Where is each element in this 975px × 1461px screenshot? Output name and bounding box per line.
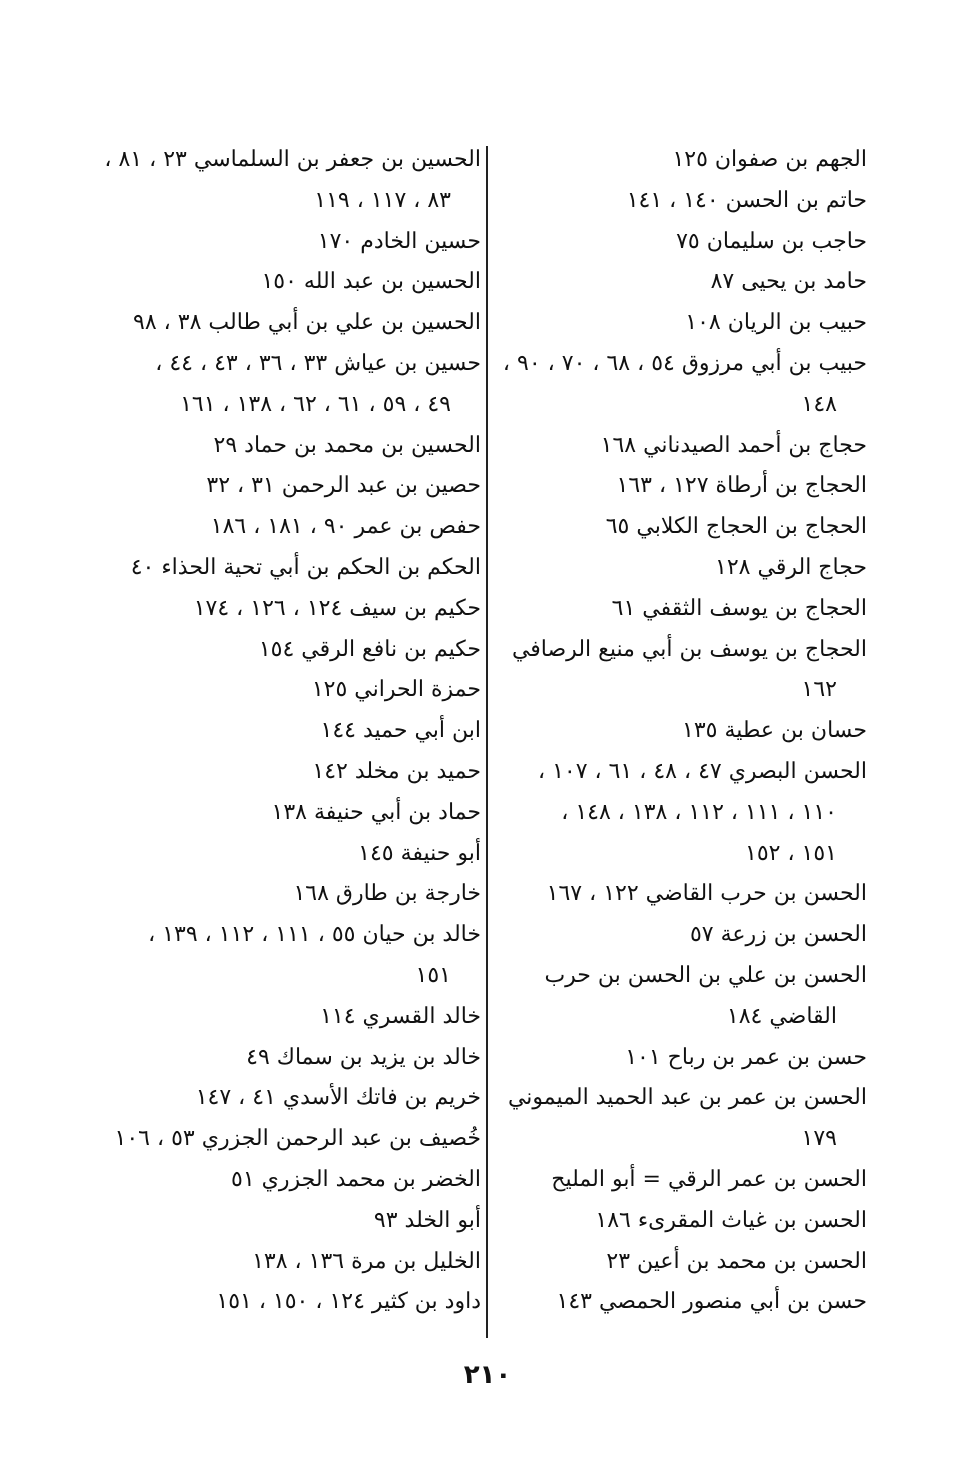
- entry-text: حجاج بن أحمد الصيدناني ١٦٨: [600, 432, 867, 458]
- entry-text: حكيم بن نافع الرقي ١٥٤: [258, 636, 481, 662]
- entry-text: الحجاج بن أرطاة ١٢٧ ، ١٦٣: [616, 473, 867, 499]
- index-entry: [491, 303, 867, 344]
- entry-continuation: القاضي ١٨٤: [726, 1003, 837, 1029]
- entry-text: الحسن بن علي بن الحسن بن حرب: [544, 962, 867, 988]
- index-entry: [103, 1119, 481, 1160]
- index-entry: [491, 426, 867, 467]
- index-column-left: [103, 140, 481, 1323]
- index-entry: [491, 711, 867, 752]
- index-entry: [103, 1282, 481, 1323]
- index-entry: [491, 140, 867, 181]
- index-entry: [491, 752, 867, 834]
- index-entry: [491, 466, 867, 507]
- entry-text: حصين بن عبد الرحمن ٣١ ، ٣٢: [206, 473, 481, 499]
- column-divider: [486, 146, 488, 1338]
- index-entry: [491, 630, 867, 712]
- index-entry: [103, 1201, 481, 1242]
- index-entry: [103, 1242, 481, 1283]
- entry-text: الحسن بن عمر بن عبد الحميد الميموني: [507, 1085, 867, 1111]
- index-entry: [491, 1242, 867, 1283]
- index-entry: [491, 1282, 867, 1323]
- entry-text: خريم بن فاتك الأسدي ٤١ ، ١٤٧: [195, 1085, 481, 1111]
- entry-text: داود بن كثير ١٢٤ ، ١٥٠ ، ١٥١: [216, 1289, 481, 1315]
- entry-text: الحسن بن زرعة ٥٧: [689, 922, 867, 948]
- index-entry: [491, 915, 867, 956]
- index-entry: [103, 548, 481, 589]
- entry-text: خالد بن يزيد بن سماك ٤٩: [246, 1044, 481, 1070]
- index-entry: [103, 915, 481, 997]
- entry-text: الحجاج بن الحجاج الكلابي ٦٥: [605, 514, 867, 540]
- entry-text: حكيم بن سيف ١٢٤ ، ١٢٦ ، ١٧٤: [193, 595, 481, 621]
- index-entry: [103, 222, 481, 263]
- index-entry: [491, 344, 867, 426]
- entry-text: حسان بن عطية ١٣٥: [682, 718, 867, 744]
- entry-text: خالد بن حيان ٥٥ ، ١١١ ، ١١٢ ، ١٣٩ ،: [148, 922, 481, 948]
- entry-text: حاجب بن سليمان ٧٥: [676, 228, 867, 254]
- entry-text: حبيب بن الريان ١٠٨: [685, 310, 867, 336]
- entry-text: حبيب بن أبي مرزوق ٥٤ ، ٦٨ ، ٧٠ ، ٩٠ ،: [502, 350, 867, 376]
- index-column-right: [491, 140, 867, 1323]
- entry-text: الجهم بن صفوان ١٢٥: [672, 147, 867, 172]
- entry-continuation: ١٥١ ، ١٥٢: [745, 840, 837, 866]
- index-entry: [491, 1038, 867, 1079]
- index-entry: [103, 630, 481, 671]
- entry-text: الحسن البصري ٤٧ ، ٤٨ ، ٦١ ، ١٠٧ ،: [537, 758, 867, 784]
- index-entry: [103, 466, 481, 507]
- index-entry: [103, 711, 481, 752]
- index-entry: [103, 793, 481, 834]
- index-entry: [491, 507, 867, 548]
- entry-text: الحسن بن غياث المقرىء ١٨٦: [595, 1207, 867, 1233]
- page-number: ٢١٠: [463, 1360, 512, 1390]
- entry-text: الخضر بن محمد الجزري ٥١: [231, 1166, 481, 1192]
- entry-text: حاتم بن الحسن ١٤٠ ، ١٤١: [626, 187, 867, 213]
- entry-text: الحكم بن الحكم بن أبي تحية الحذاء ٤٠: [130, 554, 481, 580]
- entry-text: خُصيف بن عبد الرحمن الجزري ٥٣ ، ١٠٦: [114, 1126, 481, 1152]
- index-entry: [103, 1160, 481, 1201]
- entry-text: أبو الخلد ٩٣: [373, 1207, 481, 1233]
- entry-text: حمزة الحراني ١٢٥: [311, 677, 481, 703]
- index-entry: [103, 589, 481, 630]
- index-entry: [103, 1038, 481, 1079]
- index-entry: [103, 426, 481, 467]
- index-entry: [491, 956, 867, 1038]
- entry-text: حماد بن أبي حنيفة ١٣٨: [271, 799, 481, 825]
- entry-text: الخليل بن مرة ١٣٦ ، ١٣٨: [252, 1248, 481, 1274]
- entry-text: حسن بن أبي منصور الحمصي ١٤٣: [556, 1289, 867, 1315]
- entry-continuation: ٨٣ ، ١١٧ ، ١١٩: [314, 187, 451, 213]
- index-entry: [491, 1201, 867, 1242]
- entry-text: ابن أبي حميد ١٤٤: [320, 718, 481, 744]
- index-entry: [491, 834, 867, 875]
- entry-text: الحسين بن علي بن أبي طالب ٣٨ ، ٩٨: [133, 310, 481, 336]
- entry-text: حسين الخادم ١٧٠: [317, 228, 481, 254]
- entry-text: حسن بن عمر بن رباح ١٠١: [625, 1044, 867, 1070]
- index-entry: [103, 834, 481, 875]
- index-entry: [103, 140, 481, 222]
- index-entry: [103, 303, 481, 344]
- entry-text: الحسن بن عمر الرقي = أبو المليح: [551, 1166, 867, 1192]
- entry-continuation: ١١٠ ، ١١١ ، ١١٢ ، ١٣٨ ، ١٤٨ ،: [561, 799, 837, 825]
- index-entry: [103, 997, 481, 1038]
- index-entry: [491, 548, 867, 589]
- entry-text: الحجاج بن يوسف بن أبي منيع الرصافي: [511, 636, 867, 662]
- entry-text: حسين بن عياش ٣٣ ، ٣٦ ، ٤٣ ، ٤٤ ،: [155, 350, 481, 376]
- index-entry: [103, 670, 481, 711]
- index-entry: [103, 344, 481, 426]
- index-entry: [491, 589, 867, 630]
- index-entry: [491, 181, 867, 222]
- index-entry: [103, 262, 481, 303]
- entry-continuation: ١٦٢: [801, 677, 837, 703]
- index-entry: [491, 1160, 867, 1201]
- entry-text: خالد القسري ١١٤: [320, 1003, 481, 1029]
- entry-text: الحسن بن حرب القاضي ١٢٢ ، ١٦٧: [546, 881, 867, 907]
- entry-continuation: ١٧٩: [801, 1126, 837, 1152]
- entry-text: حامد بن يحيى ٨٧: [710, 269, 867, 295]
- index-entry: [491, 874, 867, 915]
- entry-continuation: ١٥١: [415, 962, 451, 988]
- index-entry: [103, 752, 481, 793]
- entry-continuation: ١٤٨: [801, 391, 837, 417]
- index-entry: [103, 1078, 481, 1119]
- entry-text: خارجة بن طارق ١٦٨: [293, 881, 481, 907]
- entry-text: حميد بن مخلد ١٤٢: [312, 758, 481, 784]
- entry-text: حجاج الرقي ١٢٨: [715, 554, 867, 580]
- entry-text: الحسين بن عبد الله ١٥٠: [261, 269, 481, 295]
- index-entry: [103, 874, 481, 915]
- entry-text: الحسن بن محمد بن أعين ٢٣: [606, 1248, 867, 1274]
- index-entry: [491, 1078, 867, 1160]
- entry-text: حفص بن عمر ٩٠ ، ١٨١ ، ١٨٦: [210, 514, 481, 540]
- index-entry: [491, 222, 867, 263]
- entry-continuation: ٤٩ ، ٥٩ ، ٦١ ، ٦٢ ، ١٣٨ ، ١٦١: [180, 391, 451, 417]
- index-entry: [103, 507, 481, 548]
- entry-text: الحسين بن جعفر بن السلماسي ٢٣ ، ٨١ ،: [104, 147, 481, 172]
- entry-text: الحسين بن محمد بن حماد ٢٩: [213, 432, 481, 458]
- entry-text: أبو حنيفة ١٤٥: [358, 840, 481, 866]
- entry-text: الحجاج بن يوسف الثقفي ٦١: [611, 595, 867, 621]
- index-entry: [491, 262, 867, 303]
